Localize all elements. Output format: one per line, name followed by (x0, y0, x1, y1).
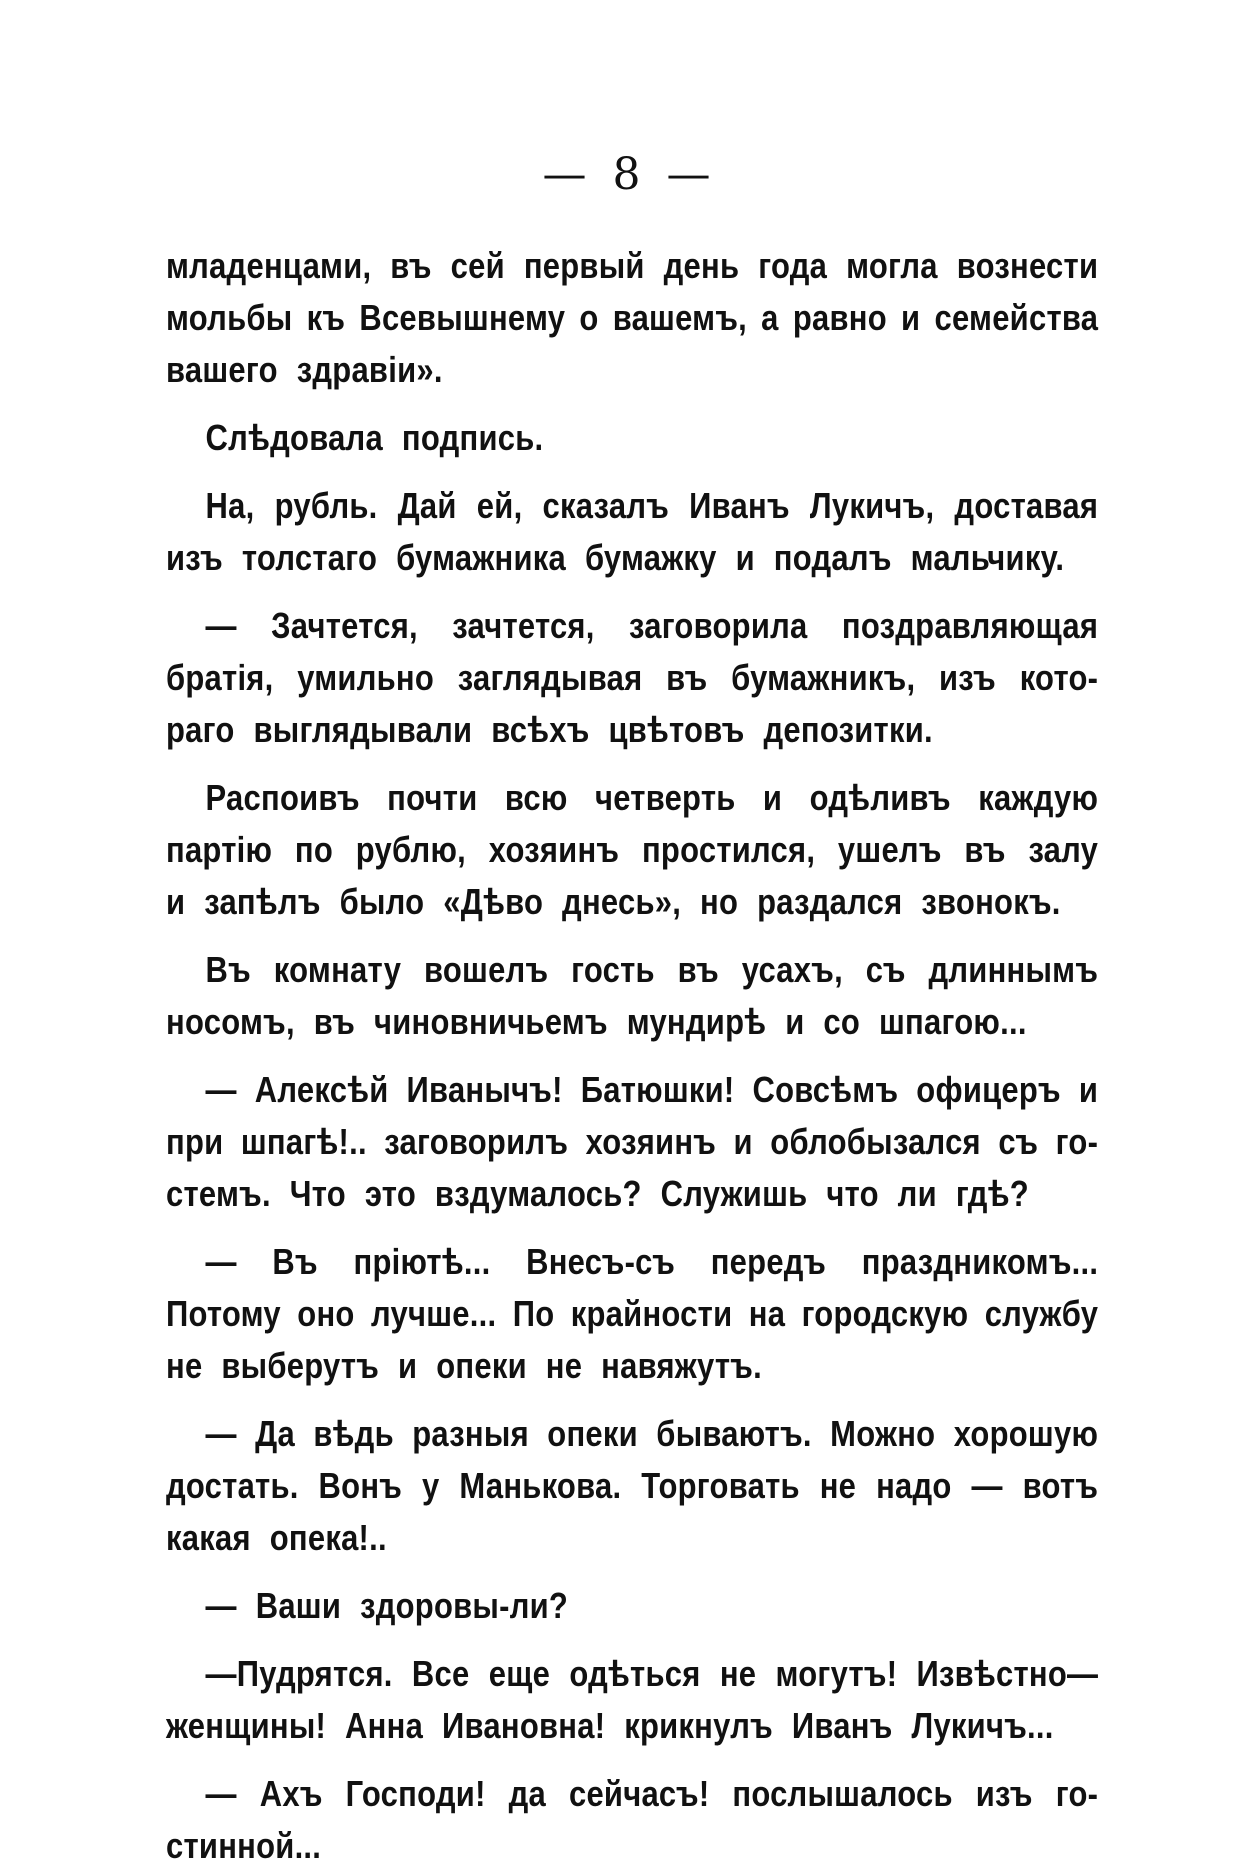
word: Совсѣмъ (752, 1069, 899, 1110)
word: и (733, 1121, 753, 1162)
text-line (166, 1700, 1098, 1752)
word: бываютъ. (656, 1413, 812, 1454)
word: Ивановна! (441, 1705, 606, 1746)
word: въ (390, 245, 432, 286)
page-number: — 8 — (542, 149, 717, 200)
word: почти (387, 777, 478, 818)
word: доставая (954, 485, 1099, 526)
word: равно (792, 297, 887, 338)
word: кото- (1019, 657, 1099, 698)
word: усахъ, (741, 949, 843, 990)
word: оно (297, 1293, 355, 1334)
word: день (663, 245, 740, 286)
word: разныя (412, 1413, 529, 1454)
word: да (508, 1773, 547, 1814)
word: бумажникъ, (731, 657, 916, 698)
word: мундирѣ (626, 1001, 767, 1042)
word: Распоивъ (205, 777, 360, 818)
word: у (422, 1465, 440, 1506)
word: гдѣ? (955, 1173, 1029, 1214)
word: ушелъ (837, 829, 942, 870)
text-line (166, 652, 1098, 704)
word: пріютѣ... (353, 1241, 491, 1282)
word: женщины! (166, 1705, 327, 1746)
word: выглядывали (253, 709, 473, 750)
word: — (205, 1585, 237, 1626)
word: четверть (594, 777, 736, 818)
word: — (971, 1465, 1003, 1506)
word: и (397, 1345, 418, 1386)
word: семейства (934, 297, 1099, 338)
word: комнату (273, 949, 402, 990)
word: опеки (547, 1413, 638, 1454)
word: Слѣдовала (205, 417, 383, 458)
word: На, (205, 485, 255, 526)
word: сейчасъ! (568, 1773, 710, 1814)
word: вашего (166, 349, 278, 390)
word: достать. (166, 1465, 299, 1506)
word: младенцами, (166, 245, 372, 286)
word: Всевышнему (359, 297, 566, 338)
word: стемъ. (166, 1173, 271, 1214)
word: звонокъ. (921, 881, 1061, 922)
word: и (1078, 1069, 1099, 1110)
word: Господи! (345, 1773, 486, 1814)
word: Ахъ (259, 1773, 323, 1814)
word: въ (964, 829, 1006, 870)
text-line (166, 772, 1098, 824)
word: Алексѣй (254, 1069, 389, 1110)
word: чиновничьемъ (374, 1001, 608, 1042)
word: и (735, 537, 755, 578)
word: крикнулъ (624, 1705, 773, 1746)
word: службу (984, 1293, 1099, 1334)
word: одѣливъ (809, 777, 951, 818)
text-line (166, 876, 1098, 928)
word: Манькова. (459, 1465, 622, 1506)
word: о (579, 297, 599, 338)
word: Иванычъ! (406, 1069, 563, 1110)
word: изъ (939, 657, 997, 698)
word: — (205, 1069, 237, 1110)
word: хорошую (953, 1413, 1099, 1454)
word: Въ (205, 949, 252, 990)
word: здоровы-ли? (360, 1585, 569, 1626)
word: а (761, 297, 779, 338)
word: Вонъ (318, 1465, 403, 1506)
text-line (166, 1460, 1098, 1512)
word: шпагѣ!.. (240, 1121, 367, 1162)
word: братія, (166, 657, 274, 698)
word: носомъ, (166, 1001, 295, 1042)
word: офицеръ (916, 1069, 1061, 1110)
word: городскую (801, 1293, 969, 1334)
text-line (166, 1288, 1098, 1340)
word: заговорилъ (384, 1121, 569, 1162)
word: днесь», (562, 881, 682, 922)
word: мольбы (166, 297, 293, 338)
word: Что (289, 1173, 346, 1214)
word: съ (998, 1121, 1039, 1162)
word: вздумалось? (434, 1173, 642, 1214)
word: Служишь (660, 1173, 808, 1214)
text-line (166, 944, 1098, 996)
word: въ (313, 1001, 356, 1042)
word: — (205, 1241, 237, 1282)
text-line (166, 1340, 1098, 1392)
word: не (719, 1653, 757, 1694)
text-line (166, 1768, 1098, 1820)
word: заговорила (628, 605, 808, 646)
word: — (205, 1413, 237, 1454)
word: го- (1055, 1121, 1099, 1162)
word: рублю, (355, 829, 467, 870)
word: изъ (975, 1773, 1033, 1814)
word: запѣлъ (204, 881, 321, 922)
word: это (364, 1173, 416, 1214)
text-line (166, 704, 1098, 756)
text-line (166, 1408, 1098, 1460)
word: сказалъ (542, 485, 670, 526)
text-line (166, 600, 1098, 652)
word: Анна (345, 1705, 424, 1746)
word: въ (677, 949, 719, 990)
word: опека!.. (269, 1517, 387, 1558)
text-line (166, 240, 1098, 292)
word: цвѣтовъ (608, 709, 745, 750)
word: года (758, 245, 828, 286)
word: передъ (710, 1241, 827, 1282)
word: выберутъ (221, 1345, 380, 1386)
text-line (166, 412, 1098, 464)
word: залу (1028, 829, 1099, 870)
body-text (166, 240, 1098, 1872)
word: — (205, 1773, 237, 1814)
word: на (748, 1293, 786, 1334)
word: ли (897, 1173, 937, 1214)
word: не (819, 1465, 857, 1506)
word: могла (846, 245, 938, 286)
word: Торговать (641, 1465, 800, 1506)
word: шпагою... (878, 1001, 1027, 1042)
word: Ваши (255, 1585, 342, 1626)
word: Лукичъ, (809, 485, 935, 526)
word: и (785, 1001, 805, 1042)
word: вотъ (1022, 1465, 1099, 1506)
word: вашемъ, (612, 297, 748, 338)
word: бумажку (584, 537, 717, 578)
word: Внесъ-съ (526, 1241, 676, 1282)
word: бумажника (396, 537, 567, 578)
word: опеки (436, 1345, 527, 1386)
word: не (545, 1345, 583, 1386)
word: облобызался (770, 1121, 981, 1162)
word: было (339, 881, 425, 922)
word: всю (504, 777, 568, 818)
text-line (166, 1064, 1098, 1116)
word: стинной... (166, 1825, 322, 1866)
word: всѣхъ (491, 709, 590, 750)
word: первый (523, 245, 645, 286)
word: вошелъ (423, 949, 549, 990)
text-line (166, 1236, 1098, 1288)
word: по (294, 829, 334, 870)
word: что (826, 1173, 879, 1214)
text-line (166, 1116, 1098, 1168)
word: въ (666, 657, 708, 698)
word: Все (411, 1653, 470, 1694)
word: гость (571, 949, 655, 990)
word: хозяинъ (488, 829, 620, 870)
word: Можно (830, 1413, 936, 1454)
word: го- (1055, 1773, 1099, 1814)
word: Иванъ (689, 485, 790, 526)
word: еще (488, 1653, 551, 1694)
word: при (166, 1121, 224, 1162)
word: навяжутъ. (601, 1345, 762, 1386)
word: каждую (978, 777, 1099, 818)
text-line (166, 1168, 1098, 1220)
text-line (166, 292, 1098, 344)
word: По (512, 1293, 555, 1334)
word: Да (255, 1413, 295, 1454)
word: партію (166, 829, 273, 870)
word: ей, (476, 485, 523, 526)
word: рубль. (274, 485, 378, 526)
text-line (166, 344, 1098, 396)
word: послышалось (732, 1773, 953, 1814)
word: депозитки. (763, 709, 933, 750)
word: раздался (757, 881, 903, 922)
word: вознести (956, 245, 1099, 286)
word: Батюшки! (580, 1069, 735, 1110)
word: раго (166, 709, 235, 750)
word: со (823, 1001, 861, 1042)
word: Потому (166, 1293, 281, 1334)
word: толстаго (241, 537, 378, 578)
word: и (762, 777, 783, 818)
word: лучше... (370, 1293, 497, 1334)
text-line (166, 996, 1098, 1048)
word: Зачтется, (271, 605, 418, 646)
word: праздникомъ... (861, 1241, 1099, 1282)
text-line (166, 1648, 1098, 1700)
word: одѣться (569, 1653, 701, 1694)
word: крайности (570, 1293, 733, 1334)
word: и (901, 297, 921, 338)
word: какая (166, 1517, 251, 1558)
word: Лукичъ... (911, 1705, 1054, 1746)
word: «Дѣво (443, 881, 544, 922)
word: подалъ (773, 537, 892, 578)
word: съ (865, 949, 906, 990)
word: поздравляющая (841, 605, 1099, 646)
word: но (700, 881, 739, 922)
word: вѣдь (313, 1413, 394, 1454)
word: сей (450, 245, 505, 286)
word: зачтется, (452, 605, 595, 646)
text-line (166, 1580, 1098, 1632)
word: Извѣстно— (916, 1653, 1099, 1694)
text-line (166, 824, 1098, 876)
word: —Пудрятся. (205, 1653, 393, 1694)
word: простился, (641, 829, 816, 870)
word: длиннымъ (928, 949, 1099, 990)
word: мальчику. (910, 537, 1065, 578)
text-line (166, 532, 1098, 584)
word: могутъ! (775, 1653, 898, 1694)
word: Иванъ (791, 1705, 893, 1746)
text-line (166, 1512, 1098, 1564)
word: Дай (397, 485, 457, 526)
word: къ (306, 297, 346, 338)
text-line (166, 480, 1098, 532)
text-line (166, 1820, 1098, 1872)
word: подпись. (401, 417, 544, 458)
word: Въ (272, 1241, 318, 1282)
word: заглядывая (457, 657, 643, 698)
word: изъ (166, 537, 224, 578)
word: здравіи». (296, 349, 443, 390)
word: хозяинъ (585, 1121, 717, 1162)
word: не (166, 1345, 203, 1386)
word: надо (876, 1465, 952, 1506)
word: — (205, 605, 237, 646)
word: умильно (297, 657, 435, 698)
word: и (166, 881, 186, 922)
